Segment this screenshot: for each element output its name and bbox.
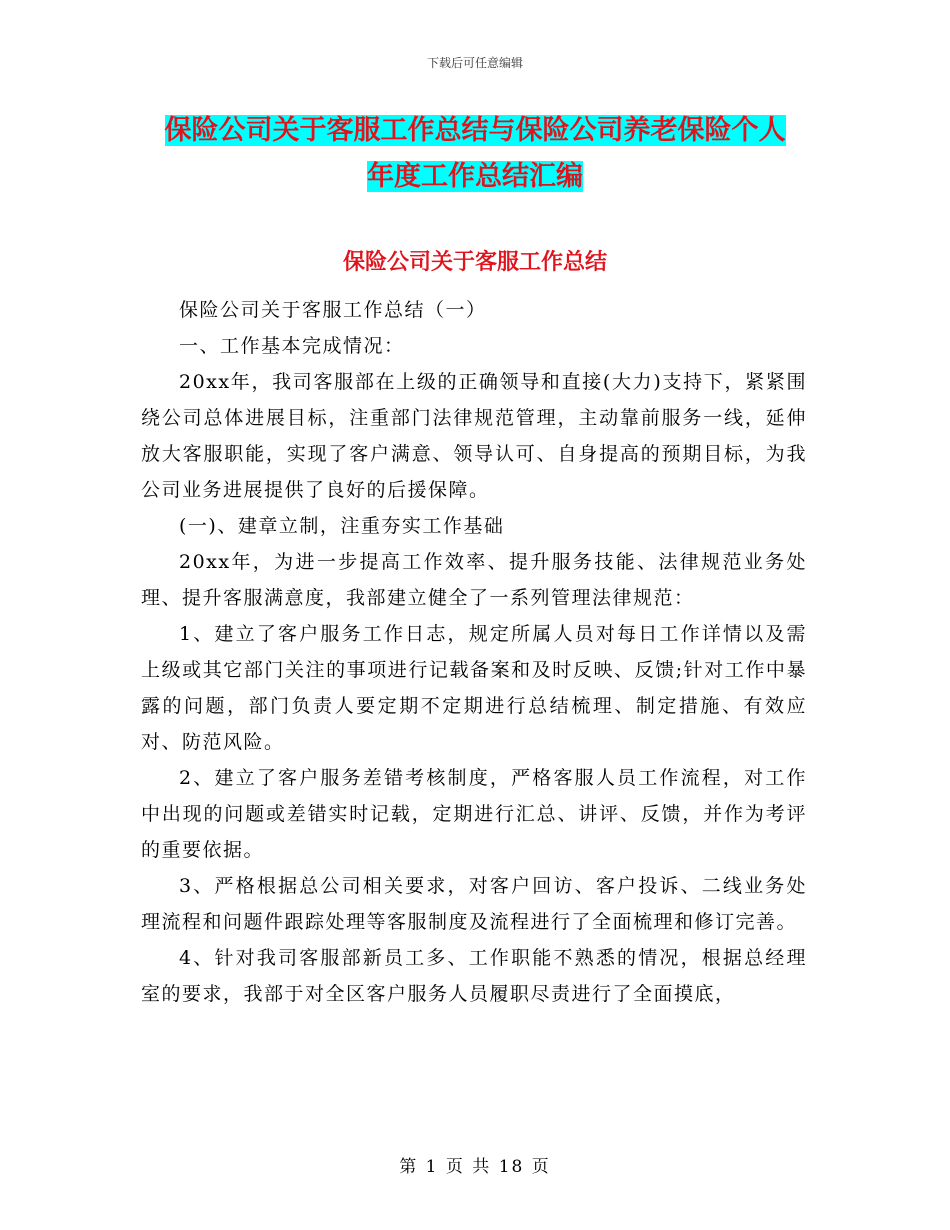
header-note: 下载后可任意编辑 bbox=[426, 56, 523, 70]
document-body bbox=[141, 292, 807, 1012]
paragraph: 一、工作基本完成情况： bbox=[179, 335, 405, 357]
section-title: 保险公司关于客服工作总结 bbox=[342, 250, 607, 275]
paragraph: 保险公司关于客服工作总结（一） bbox=[179, 299, 487, 321]
paragraph: (一)、建章立制，注重夯实工作基础 bbox=[179, 515, 505, 537]
page-number: 第 1 页 共 18 页 bbox=[399, 1157, 551, 1177]
title-line-2: 年度工作总结汇编 bbox=[367, 161, 583, 192]
paragraph: 1、建立了客户服务工作日志，规定所属人员对每日工作详情以及需上级或其它部门关注的事项进行记载备案和及时反映、反馈;针对工作中暴露的问题，部门负责人要定期不定期进行总结梳理、制定措施、有效应对、防范风险。 bbox=[141, 623, 807, 753]
paragraph: 4、针对我司客服部新员工多、工作职能不熟悉的情况，根据总经理室的要求，我部于对全区客户服务人员履职尽责进行了全面摸底， bbox=[141, 947, 807, 1005]
paragraph: 2、建立了客户服务差错考核制度，严格客服人员工作流程，对工作中出现的问题或差错实时记载，定期进行汇总、讲评、反馈，并作为考评的重要依据。 bbox=[141, 767, 807, 861]
paragraph: 20xx年，为进一步提高工作效率、提升服务技能、法律规范业务处理、提升客服满意度，我部建立健全了一系列管理法律规范： bbox=[141, 551, 807, 609]
title-line-1: 保险公司关于客服工作总结与保险公司养老保险个人 bbox=[164, 115, 786, 146]
document-title bbox=[140, 108, 810, 200]
paragraph: 3、严格根据总公司相关要求，对客户回访、客户投诉、二线业务处理流程和问题件跟踪处理等客服制度及流程进行了全面梳理和修订完善。 bbox=[141, 875, 807, 933]
paragraph: 20xx年，我司客服部在上级的正确领导和直接(大力)支持下，紧紧围绕公司总体进展目标，注重部门法律规范管理，主动靠前服务一线，延伸放大客服职能，实现了客户满意、领导认可、自身提高的预期目标，为我公司业务进展提供了良好的后援保障。 bbox=[141, 371, 807, 501]
